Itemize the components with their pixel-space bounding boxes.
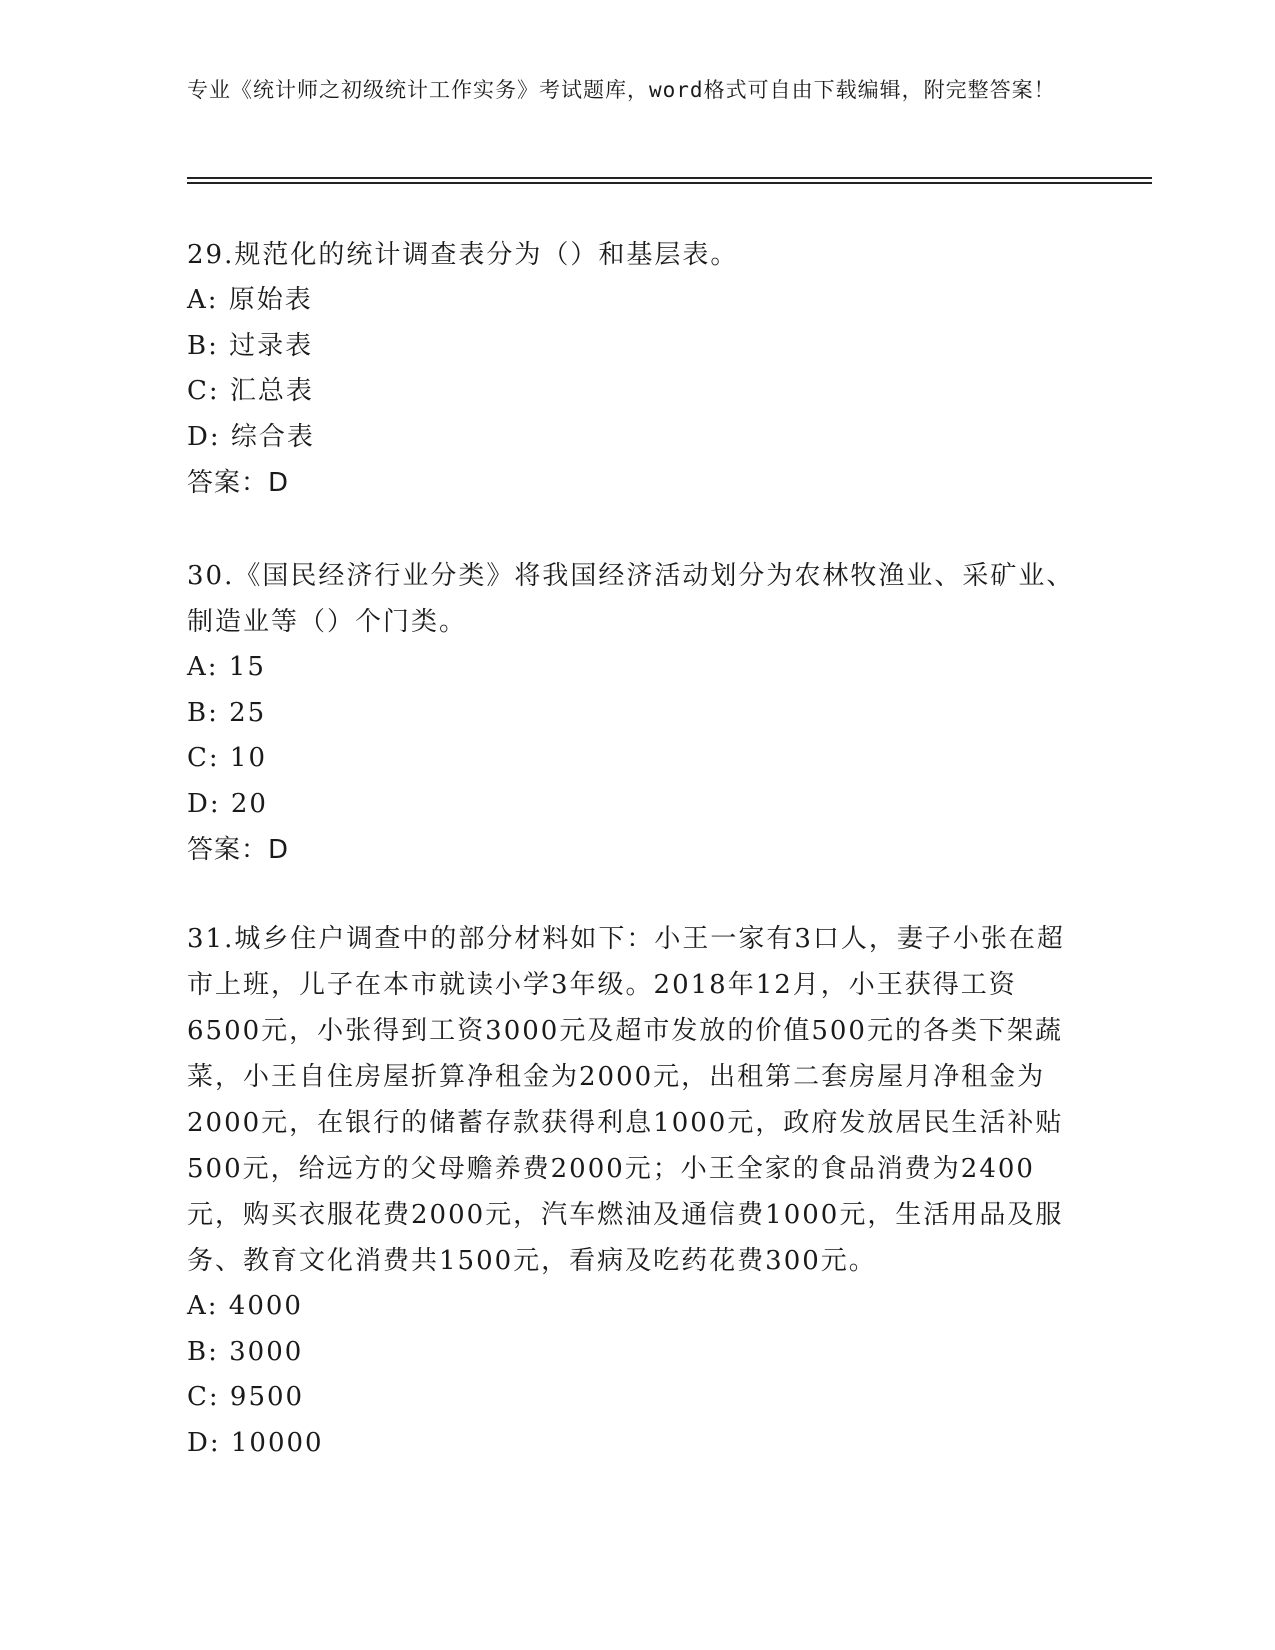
question-stem: 30.《国民经济行业分类》将我国经济活动划分为农林牧渔业、采矿业、制造业等（）个门类。 xyxy=(187,561,1075,637)
option-c: C: 10 xyxy=(187,743,268,773)
header-divider xyxy=(187,177,1152,179)
option-c: C: 9500 xyxy=(187,1382,305,1412)
option-b: B: 25 xyxy=(187,697,267,728)
question-stem: 31.城乡住户调查中的部分材料如下：小王一家有3口人，妻子小张在超市上班，儿子在本市就读小学3年级。2018年12月，小王获得工资6500元，小张得到工资3000元及超市发放的价值500元的各类下架蔬菜，小王自住房屋折算净租金为2000元，出租第二套房屋月净租金为2000元，在银行的储蓄存款获得利息1000元，政府发放居民生活补贴500元，给远方的父母赡养费2000元；小王全家的食品消费为2400元，购买衣服花费2000元，汽车燃油及通信费1000元，生活用品及服务、教育文化消费共1500元，看病及吃药花费300元。 xyxy=(187,924,1065,1276)
question-stem: 29.规范化的统计调查表分为（）和基层表。 xyxy=(187,240,739,270)
answer: 答案：D xyxy=(187,835,290,865)
answer: 答案：D xyxy=(187,468,290,498)
option-d: D: 10000 xyxy=(187,1427,324,1458)
option-a: A: 15 xyxy=(187,652,266,682)
document-header: 专业《统计师之初级统计工作实务》考试题库，word格式可自由下载编辑，附完整答案！ xyxy=(187,78,1056,102)
option-d: D: 20 xyxy=(187,788,268,819)
option-b: B: 3000 xyxy=(187,1336,304,1367)
option-d: D: 综合表 xyxy=(187,421,315,452)
question-30 xyxy=(187,553,1087,873)
question-31 xyxy=(187,916,1087,1466)
option-a: A: 原始表 xyxy=(187,285,313,315)
option-a: A: 4000 xyxy=(187,1291,303,1321)
header-divider-double xyxy=(187,182,1152,184)
question-29 xyxy=(187,232,1087,506)
option-c: C: 汇总表 xyxy=(187,376,314,406)
option-b: B: 过录表 xyxy=(187,330,314,361)
